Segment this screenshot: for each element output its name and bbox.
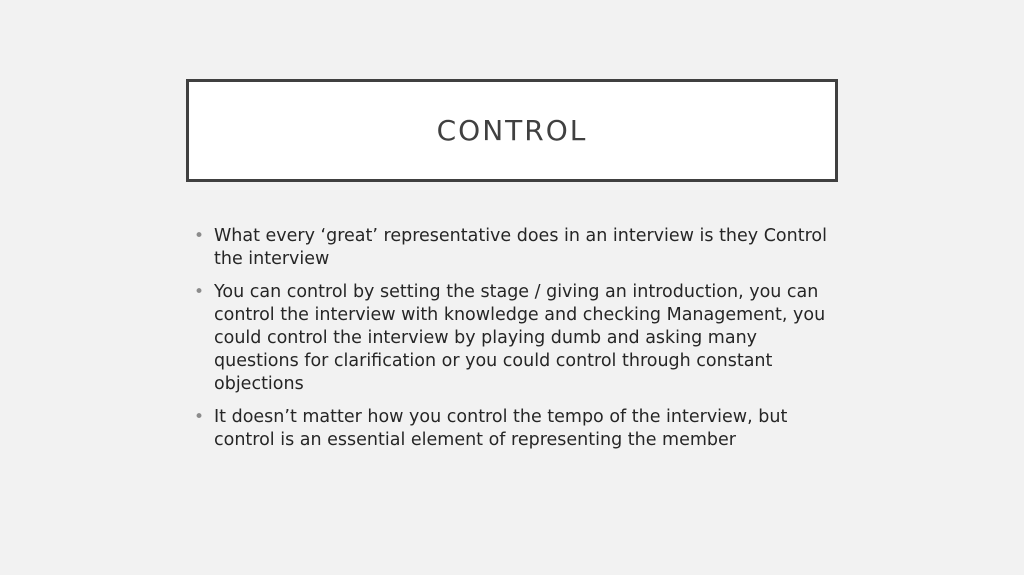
bullet-text: What every ‘great’ representative does in an interview is they Control the interview (214, 226, 827, 269)
bullet-dot-icon: • (194, 226, 205, 246)
bullet-item (194, 406, 834, 452)
bullet-item (194, 225, 834, 271)
bullet-text: You can control by setting the stage / giving an introduction, you can control the interview with knowledge and checking Management, you could control the interview by playing dumb and asking many questions for clarification or you could control through constant objections (214, 282, 826, 394)
bullet-dot-icon: • (194, 407, 205, 427)
bullet-text: It doesn’t matter how you control the tempo of the interview, but control is an essential element of representing the member (214, 407, 788, 450)
slide-title: CONTROL (436, 114, 588, 147)
bullet-item (194, 281, 834, 396)
bullet-list (194, 225, 834, 462)
bullet-dot-icon: • (194, 282, 205, 302)
title-box (186, 79, 838, 182)
